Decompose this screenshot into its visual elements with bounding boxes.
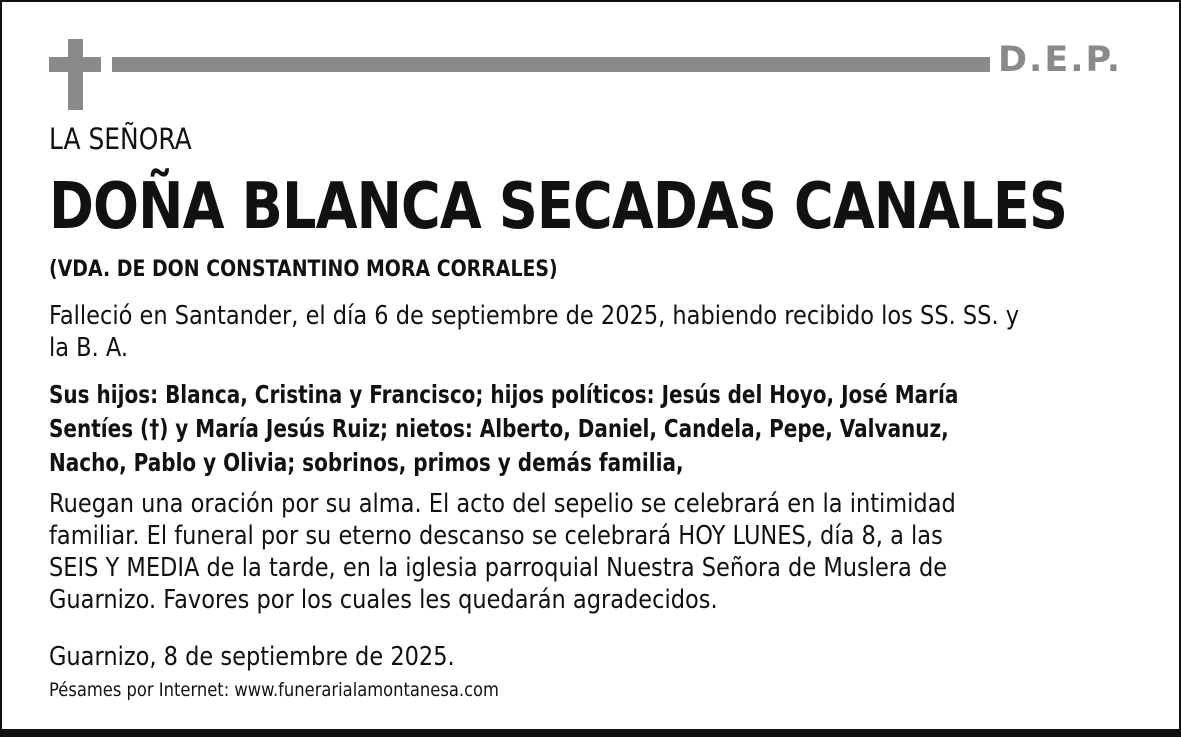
death-notice [49, 300, 1019, 364]
dep-label: D.E.P. [998, 40, 1123, 80]
funeral-info-line: familiar. El funeral por su eterno descanso se celebrará HOY LUNES, día 8, a las [49, 521, 943, 551]
family-line: Nacho, Pablo y Olivia; sobrinos, primos y demás familia, [49, 448, 684, 477]
cross-horizontal-bar [49, 57, 101, 72]
funeral-info-line: SEIS Y MEDIA de la tarde, en la iglesia parroquial Nuestra Señora de Muslera de [49, 553, 948, 583]
death-notice-line: la B. A. [49, 333, 129, 363]
condolences-website: Pésames por Internet: www.funerarialamontanesa.com [49, 679, 499, 701]
family-line: Sus hijos: Blanca, Cristina y Francisco; hijos políticos: Jesús del Hoyo, José María [49, 380, 959, 409]
funeral-info-line: Guarnizo. Favores por los cuales les quedarán agradecidos. [49, 585, 718, 615]
death-notice-line: Falleció en Santander, el día 6 de septiembre de 2025, habiendo recibido los SS. SS. y [49, 301, 1020, 331]
deceased-name: DOÑA BLANCA SECADAS CANALES [49, 170, 1068, 244]
family-line: Sentíes (†) y María Jesús Ruiz; nietos: Alberto, Daniel, Candela, Pepe, Valvanuz, [49, 414, 949, 443]
family-list [49, 378, 958, 480]
place-date: Guarnizo, 8 de septiembre de 2025. [49, 642, 455, 672]
funeral-info-line: Ruegan una oración por su alma. El acto del sepelio se celebrará en la intimidad [49, 489, 956, 519]
cross-vertical-bar [68, 39, 83, 110]
title-prefix: LA SEÑORA [49, 122, 192, 156]
header-rule [112, 57, 990, 72]
widow-note: (VDA. DE DON CONSTANTINO MORA CORRALES) [49, 257, 558, 282]
funeral-info [49, 488, 956, 616]
